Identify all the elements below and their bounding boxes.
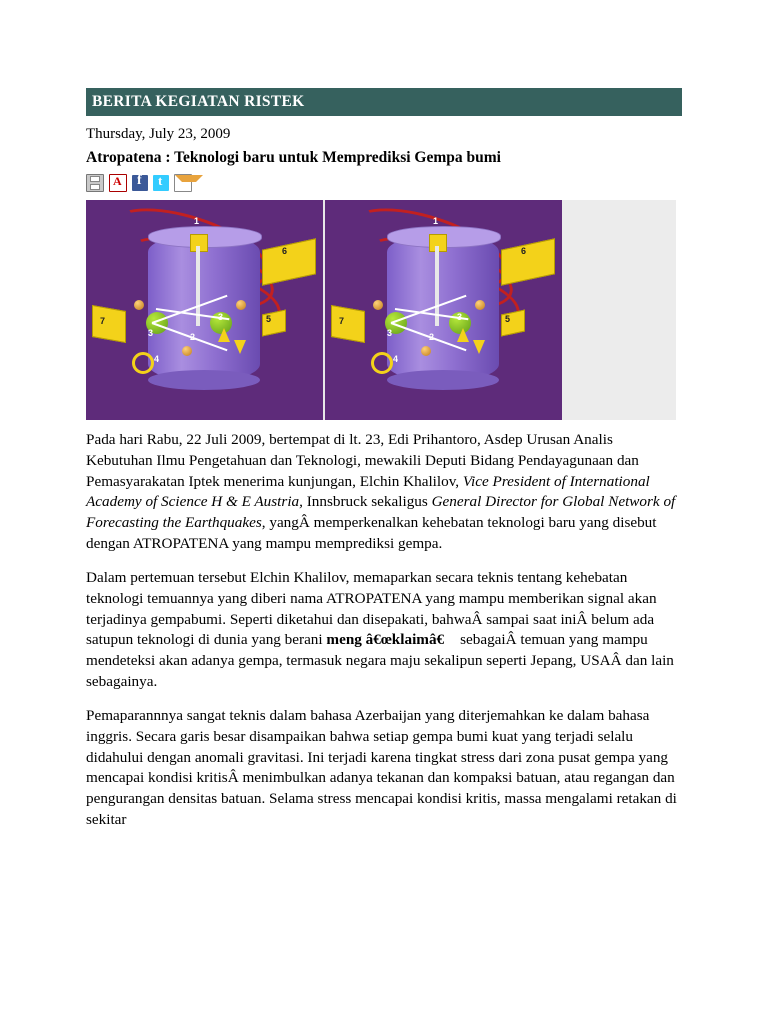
figure-label: 4: [154, 354, 160, 365]
twitter-icon[interactable]: [153, 175, 169, 191]
article-paragraph: Pada hari Rabu, 22 Juli 2009, bertempat di lt. 23, Edi Prihantoro, Asdep Urusan Analis Kebutuhan Ilmu Pengetahuan dan Teknologi, mewakili Deputi Bidang Pendayagunaan dan Pemasyarakatan Iptek menerima kunjungan, Elchin Khalilov, Vice President of International Academy of Science H & E Austria, Innsbruck sekaligus General Director for Global Network of Forecasting the Earthquakes, yangÂ memperkenalkan kehebatan teknologi baru yang disebut dengan ATROPATENA yang mampu memprediksi gempa.: [86, 431, 676, 552]
section-header-bar: [86, 88, 682, 116]
figure-panel-left: [86, 200, 323, 420]
figure-label: 2: [429, 332, 435, 343]
article-figure: [86, 200, 676, 420]
figure-label: 3: [457, 312, 463, 323]
figure-label: 1: [433, 216, 439, 227]
arrow-down-icon: [473, 340, 485, 354]
figure-label: 1: [194, 216, 200, 227]
figure-label: 4: [393, 354, 399, 365]
small-mass: [373, 300, 383, 310]
article-paragraph: Pemaparannnya sangat teknis dalam bahasa Azerbaijan yang diterjemahkan ke dalam bahasa inggris. Secara garis besar disampaikan bahwa setiap gempa bumi kuat yang terjadi selalu didahului dengan anomali gravitasi. Ini terjadi karena tingkat stress dari zona pusat gempa yang mencapai kondisi kritisÂ menimbulkan adanya tekanan dan kompaksi batuan, atau regangan dan pengurangan densitas batuan. Selama stress mencapai kondisi kritis, massa mengalami retakan di sekitar: [86, 707, 677, 828]
figure-label: 3: [387, 328, 393, 339]
arrow-up-icon: [218, 328, 230, 342]
small-mass: [134, 300, 144, 310]
arrow-down-icon: [234, 340, 246, 354]
ring-element: [371, 352, 393, 374]
figure-label: 3: [148, 328, 154, 339]
ring-element: [132, 352, 154, 374]
plate-6: [501, 238, 555, 285]
article-body: [86, 430, 682, 830]
print-icon[interactable]: [86, 174, 104, 192]
figure-label: 5: [266, 314, 272, 325]
figure-label: 2: [190, 332, 196, 343]
arrow-up-icon: [457, 328, 469, 342]
section-header-title: BERITA KEGIATAN RISTEK: [92, 93, 305, 110]
email-icon[interactable]: [174, 174, 192, 192]
article-container: [86, 88, 682, 844]
figure-label: 6: [282, 246, 288, 257]
plate-6: [262, 238, 316, 285]
figure-blank-area: [562, 200, 676, 420]
plate-7: [331, 305, 365, 343]
figure-label: 6: [521, 246, 527, 257]
figure-label: 5: [505, 314, 511, 325]
article-title: Atropatena : Teknologi baru untuk Memprediksi Gempa bumi: [86, 148, 501, 166]
cylinder-bottom: [387, 370, 499, 390]
figure-label: 3: [218, 312, 224, 323]
figure-label: 7: [100, 316, 106, 327]
article-date: Thursday, July 23, 2009: [86, 126, 231, 143]
share-toolbar: [86, 174, 682, 192]
figure-panel-right: [325, 200, 562, 420]
cylinder-bottom: [148, 370, 260, 390]
article-paragraph: Dalam pertemuan tersebut Elchin Khalilov, memaparkan secara teknis tentang kehebatan teknologi temuannya yang diberi nama ATROPATENA yang mampu memberikan signal akan terjadinya gempabumi. Seperti diketahui dan disepakati, bahwaÂ sampai saat iniÂ belum ada satupun teknologi di dunia yang berani meng â€œklaimâ€ sebagaiÂ temuan yang mampu mendeteksi akan adanya gempa, termasuk negara maju sekalipun seperti Jepang, USAÂ dan lain sebagainya.: [86, 569, 674, 690]
figure-label: 7: [339, 316, 345, 327]
plate-7: [92, 305, 126, 343]
facebook-icon[interactable]: [132, 175, 148, 191]
pdf-icon[interactable]: [109, 174, 127, 192]
